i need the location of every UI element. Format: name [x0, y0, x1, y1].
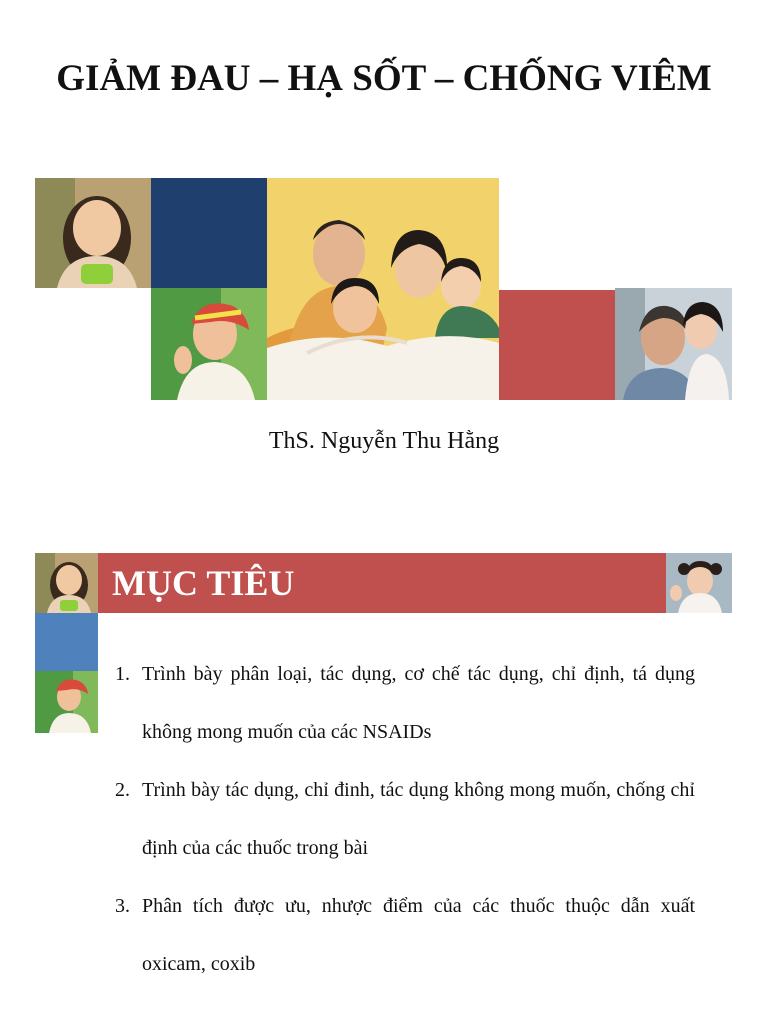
navy-block [151, 178, 267, 288]
section-heading: MỤC TIÊU [112, 563, 295, 603]
photo-girl-small [35, 553, 98, 613]
objectives-list [115, 645, 695, 993]
photo-grandfather-girl [615, 288, 732, 400]
photo-boy-cap [151, 288, 267, 400]
objective-text: Phân tích được ưu, nhược điểm của các thuốc thuộc dẫn xuất oxicam, coxib [142, 895, 695, 975]
photo-boy-small [35, 671, 98, 733]
blue-block [35, 613, 98, 671]
red-block [499, 290, 615, 400]
objective-item [115, 645, 695, 761]
objective-text: Trình bày tác dụng, chỉ đinh, tác dụng không mong muốn, chống chỉ định của các thuốc trong bài [142, 779, 695, 859]
objective-item [115, 877, 695, 993]
objective-item [115, 761, 695, 877]
objective-number: 3. [115, 895, 130, 917]
photo-girl-smiling [35, 178, 151, 288]
objective-number: 1. [115, 663, 130, 685]
section-banner [98, 553, 666, 613]
photo-family [267, 178, 499, 400]
objective-text: Trình bày phân loại, tác dụng, cơ chế tác dụng, chỉ định, tá dụng không mong muốn của các NSAIDs [142, 663, 695, 743]
photo-girl-pigtails [666, 553, 732, 613]
objective-number: 2. [115, 779, 130, 801]
page-title: GIẢM ĐAU – HẠ SỐT – CHỐNG VIÊM [56, 58, 712, 99]
author-name: ThS. Nguyễn Thu Hằng [268, 428, 500, 454]
